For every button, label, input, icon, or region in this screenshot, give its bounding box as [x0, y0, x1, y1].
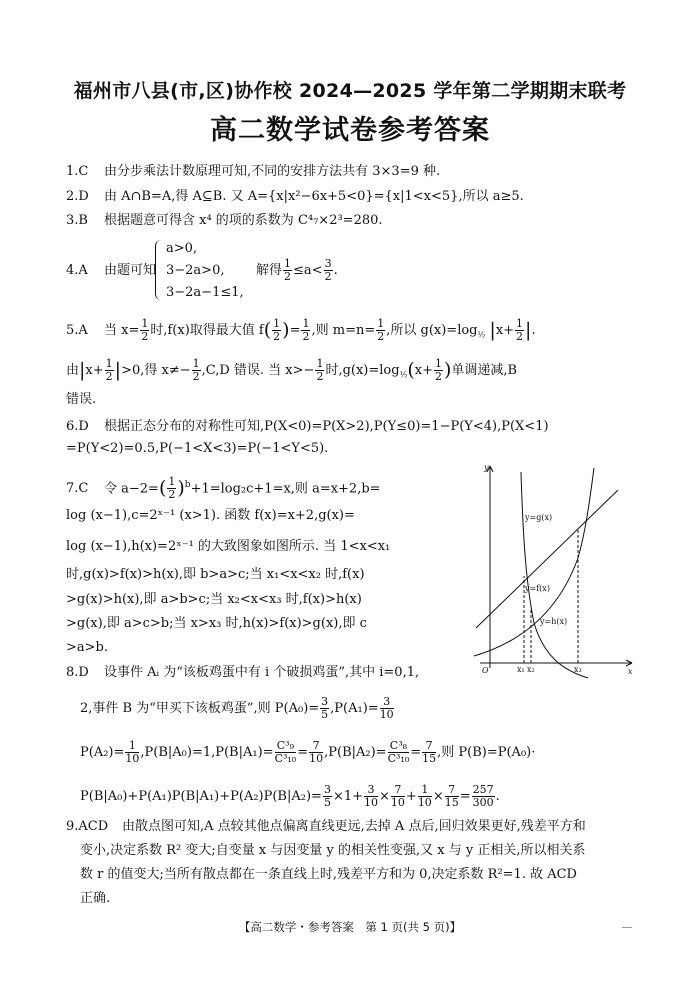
svg-text:x₃: x₃	[574, 665, 582, 674]
answer-5-number: 5.A	[66, 323, 88, 338]
answer-4-number: 4.A	[66, 263, 88, 278]
answer-4-solution: 解得 $\frac{1}{2}$ ≤a< $\frac{3}{2}$ .	[256, 257, 338, 283]
answer-8-line-3: P(A₂)= $\frac{1}{10}$ ,P(B|A₀)=1,P(B|A₁)= $\frac{\text{C³₉}}{\text{C³₁₀}}$ = $\frac{7}{10}$ ,P(B|A₂)= $\frac{\text{C³₈}}{\text{C³₁₀}}$ = $\frac{7}{15}$ ,则 P(B)=P(A₀)·	[80, 739, 536, 765]
fraction-one-half: $\frac{1}{2}$	[284, 257, 292, 283]
answer-9-line-1: 9.ACD 由散点图可知,A 点较其他点偏离直线更远,去掉 A 点后,回归效果更好,残差平方和	[66, 819, 586, 834]
function-graph	[470, 458, 638, 680]
exam-header-title: 福州市八县(市,区)协作校 2024—2025 学年第二学期期末联考	[73, 80, 627, 102]
answer-7-line-4: 时,g(x)>f(x)>h(x),即 b>a>c;当 x₁<x<x₂ 时,f(x)	[66, 567, 365, 582]
answer-8-line-2: 2,事件 B 为“甲买下该板鸡蛋”,则 P(A₀)= $\frac{3}{5}$ ,P(A₁)= $\frac{3}{10}$	[80, 695, 394, 721]
system-line-3: 3−2a−1≤1,	[166, 285, 244, 300]
answer-9-number: 9.ACD	[66, 819, 109, 834]
label-g: y=g(x)	[525, 513, 553, 522]
answer-1-text: 由分步乘法计数原理可知,不同的安排方法共有 3×3=9 种.	[104, 164, 441, 179]
answer-5-line-1: 5.A 当 x= $\frac{1}{2}$ 时,f(x)取得最大值 f( $\frac{1}{2}$ )= $\frac{1}{2}$ ,则 m=n= $\frac{1}{2}$ ,所以 $g(x)=\log_{\frac{1}{2}}$ |x+ $\frac{1}{2}$ |.	[66, 317, 536, 343]
svg-text:x: x	[628, 667, 633, 676]
answer-7-line-6: >g(x),即 a>c>b;当 x>x₃ 时,h(x)>f(x)>g(x),即 c	[66, 616, 367, 631]
svg-text:x₂: x₂	[527, 665, 535, 674]
answer-1	[66, 163, 440, 181]
footer-dash	[622, 927, 632, 928]
answer-8-line-1: 8.D 设事件 Aᵢ 为“该板鸡蛋中有 i 个破损鸡蛋”,其中 i=0,1,	[66, 665, 420, 680]
answer-4	[66, 262, 156, 280]
answer-5-line-3: 错误.	[66, 392, 97, 407]
answer-7-line-3: log (x−1),h(x)=2ˣ⁻¹ 的大致图象如图所示. 当 1<x<x₁	[66, 539, 391, 554]
system-line-2: 3−2a>0,	[166, 263, 225, 278]
document-title: 高二数学试卷参考答案	[210, 115, 490, 146]
answer-1-number: 1.C	[66, 164, 89, 179]
system-brace	[155, 240, 164, 300]
answer-3	[66, 212, 383, 230]
answer-7-line-1: 7.C 令 a−2=( $\frac{1}{2}$ )$^b$+1=log₂c+1=x,则 a=x+2,b=	[66, 475, 381, 502]
answer-7-line-2: log (x−1),c=2ˣ⁻¹ (x>1). 函数 f(x)=x+2,g(x)=	[66, 508, 355, 523]
fraction-three-halves: $\frac{3}{2}$	[324, 257, 332, 283]
answer-6-line-1: 6.D 根据正态分布的对称性可知,P(X<0)=P(X>2),P(Y≤0)=1−P(Y<4),P(X<1)	[66, 419, 549, 434]
answer-4-lead: 由题可知	[104, 263, 157, 278]
curve-h	[474, 468, 594, 656]
answer-6-number: 6.D	[66, 419, 89, 434]
answer-9-line-4: 正确.	[80, 891, 111, 906]
answer-5-line-2: 由|x+ $\frac{1}{2}$ |>0,得 x≠− $\frac{1}{2}$ ,C,D 错误. 当 x>− $\frac{1}{2}$ 时$,g(x)=\log_{\frac{1}{2}}(x+$ $\frac{1}{2}$ )单调递减,B	[66, 357, 518, 383]
svg-text:x₁: x₁	[517, 665, 525, 674]
answer-8-line-4: P(B|A₀)+P(A₁)P(B|A₁)+P(A₂)P(B|A₂)= $\frac{3}{5}$ ×1+ $\frac{3}{10}$ × $\frac{7}{10}$ + $\frac{1}{10}$ × $\frac{7}{15}$ = $\frac{257}{300}$ .	[80, 783, 500, 809]
answer-2	[66, 188, 524, 206]
answer-2-number: 2.D	[66, 189, 89, 204]
answer-3-text: 根据题意可得含 x⁴ 的项的系数为 C⁴₇×2³=280.	[104, 213, 383, 228]
answer-7-line-5: >g(x)>h(x),即 a>b>c;当 x₂<x<x₃ 时,f(x)>h(x)	[66, 592, 362, 607]
answer-8-number: 8.D	[66, 665, 89, 680]
line-f	[476, 490, 618, 628]
label-f: y=f(x)	[525, 584, 550, 593]
svg-text:O: O	[482, 666, 489, 675]
answer-7-line-7: >a>b.	[66, 640, 108, 655]
answer-6-line-2: =P(Y<2)=0.5,P(−1<X<3)=P(−1<Y<5).	[66, 441, 329, 456]
svg-text:y: y	[484, 463, 489, 472]
system-line-1: a>0,	[166, 241, 198, 256]
answer-2-text: 由 A∩B=A,得 A⊆B. 又 A={x|x²−6x+5<0}={x|1<x<5},所以 a≥5.	[104, 189, 524, 204]
answer-3-number: 3.B	[66, 213, 88, 228]
answer-9-line-3: 数 r 的值变大;当所有散点都在一条直线上时,残差平方和为 0,决定系数 R²=1. 故 ACD	[80, 867, 577, 882]
label-h: y=h(x)	[540, 617, 568, 626]
answer-7-number: 7.C	[66, 481, 89, 497]
page-footer: 【高二数学・参考答案 第 1 页(共 5 页)】	[238, 920, 462, 934]
answer-9-line-2: 变小,决定系数 R² 变大;自变量 x 与因变量 y 的相关性变强,又 x 与 y 正相关,所以相关系	[80, 843, 586, 858]
